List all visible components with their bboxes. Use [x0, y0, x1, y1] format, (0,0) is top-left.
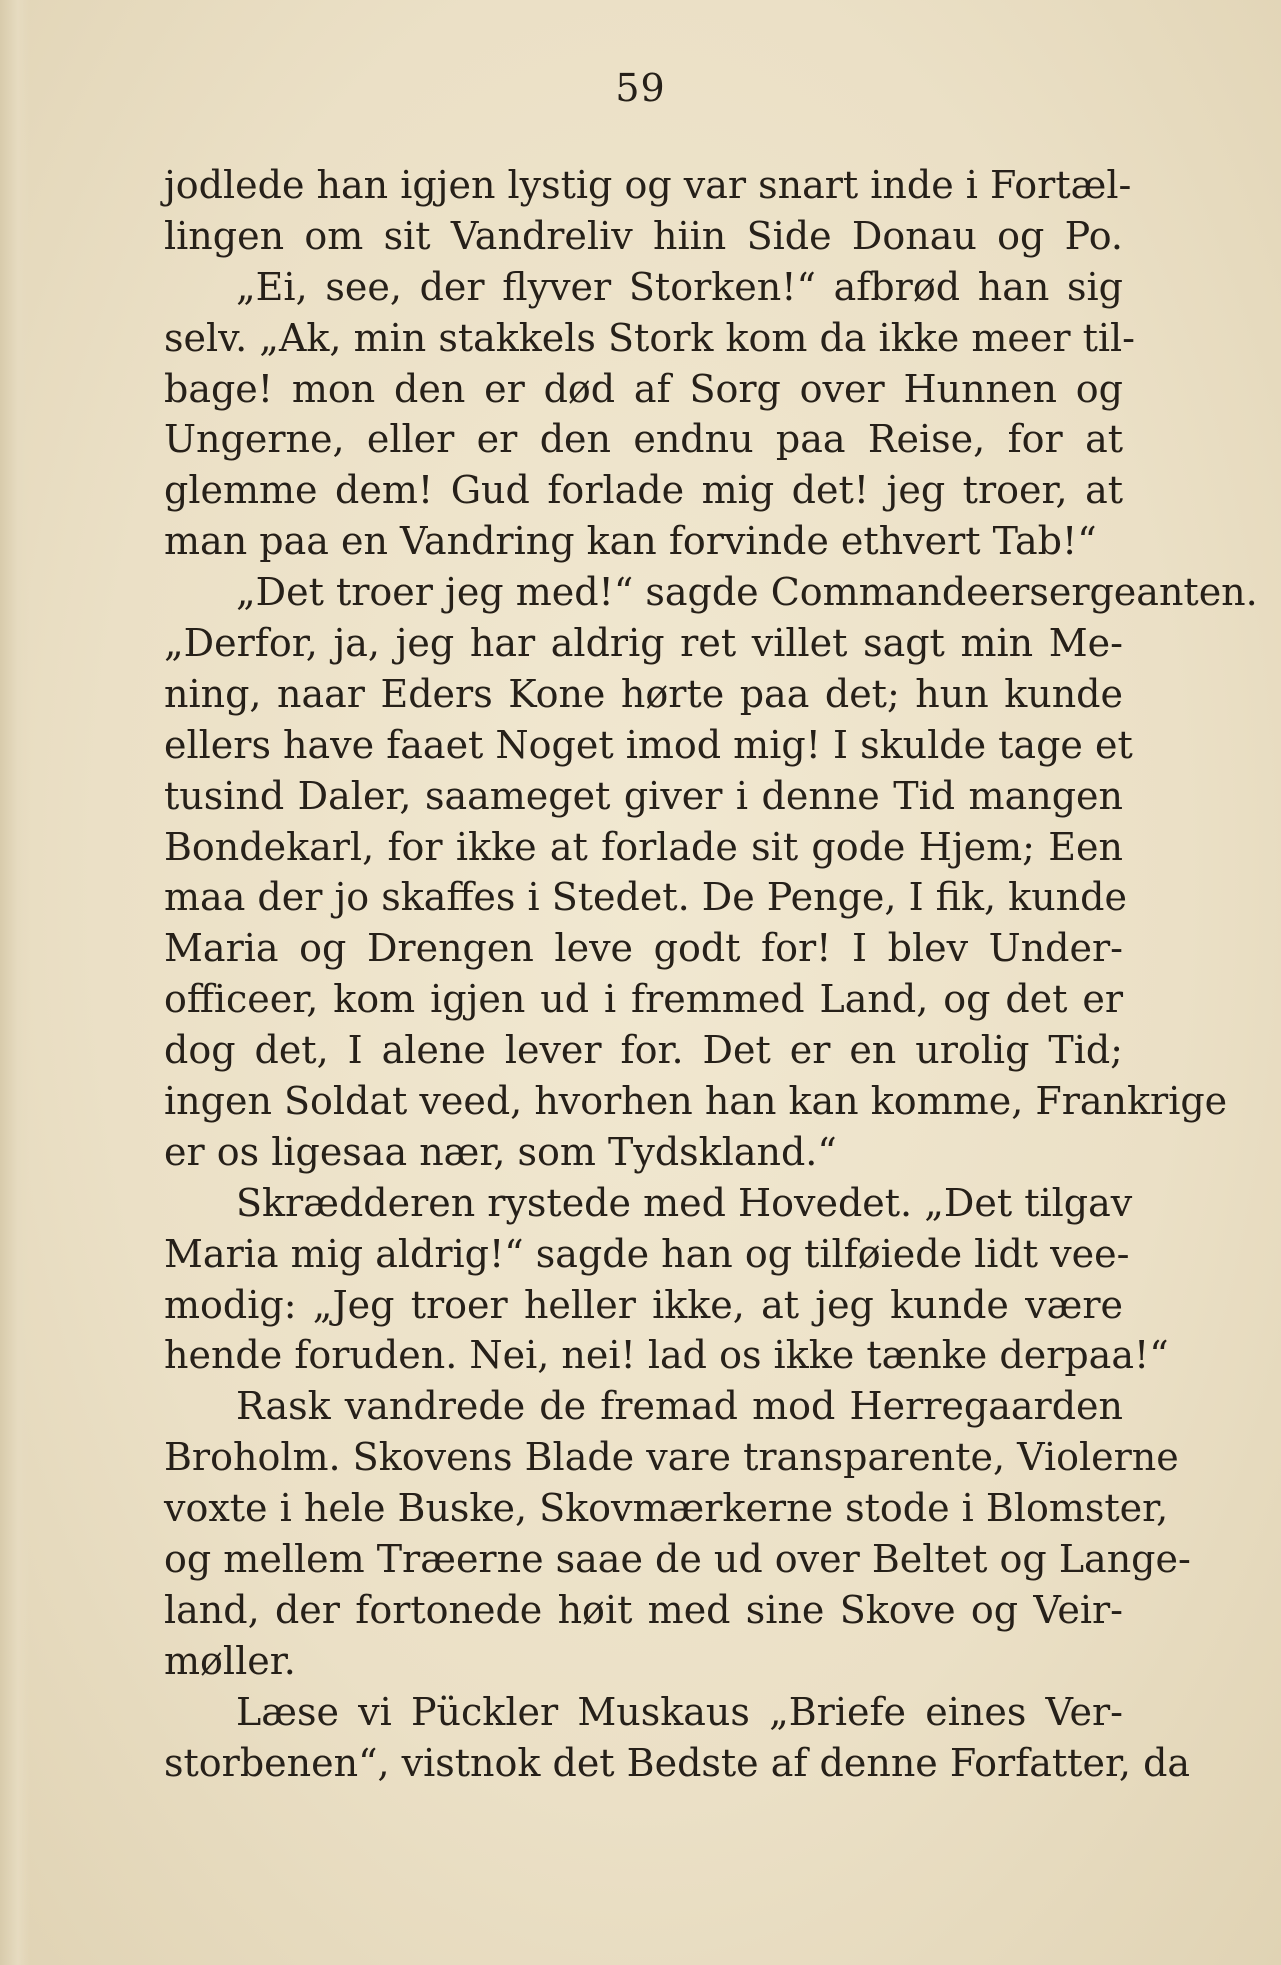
text-line: voxte i hele Buske, Skovmærkerne stode i Blomster,	[164, 1486, 1169, 1531]
text-line: og mellem Træerne saae de ud over Beltet og Lange-	[164, 1537, 1191, 1582]
body-text	[164, 160, 1258, 1789]
text-line: Ungerne, eller er den endnu paa Reise, for at	[164, 417, 1123, 462]
text-line: modig: „Jeg troer heller ikke, at jeg kunde være	[164, 1282, 1123, 1327]
text-line: lingen om sit Vandreliv hiin Side Donau og Po.	[164, 213, 1123, 258]
text-line: dog det, I alene lever for. Det er en urolig Tid;	[164, 1028, 1123, 1073]
text-line: er os ligesaa nær, som Tydskland.“	[164, 1129, 837, 1174]
text-line: Rask vandrede de fremad mod Herregaarden	[236, 1384, 1123, 1429]
text-line: land, der fortonede høit med sine Skove og Veir-	[164, 1587, 1123, 1632]
text-line: jodlede han igjen lystig og var snart inde i Fortæl-	[164, 163, 1132, 207]
text-line: glemme dem! Gud forlade mig det! jeg troer, at	[164, 468, 1123, 513]
text-line: Bondekarl, for ikke at forlade sit gode Hjem; Een	[164, 824, 1123, 869]
text-line: møller.	[164, 1638, 296, 1683]
text-line: Maria og Drengen leve godt for! I blev Under-	[164, 926, 1123, 971]
text-line: Broholm. Skovens Blade vare transparente, Violerne	[164, 1435, 1179, 1480]
text-line: Maria mig aldrig!“ sagde han og tilføiede lidt vee-	[164, 1231, 1130, 1276]
text-line: maa der jo skaffes i Stedet. De Penge, I fik, kunde	[164, 875, 1127, 920]
text-line: tusind Daler, saameget giver i denne Tid mangen	[164, 773, 1123, 818]
page-number: 59	[615, 66, 666, 110]
text-line: „Det troer jeg med!“ sagde Commandeersergeanten.	[236, 570, 1258, 615]
text-line: officeer, kom igjen ud i fremmed Land, og det er	[164, 977, 1123, 1022]
text-line: storbenen“, vistnok det Bedste af denne Forfatter, da	[164, 1740, 1191, 1785]
page-gutter-shadow	[0, 0, 30, 1965]
text-line: „Derfor, ja, jeg har aldrig ret villet sagt min Me-	[164, 621, 1123, 666]
text-line: selv. „Ak, min stakkels Stork kom da ikke meer til-	[164, 315, 1135, 360]
text-line: Skrædderen rystede med Hovedet. „Det tilgav	[236, 1180, 1133, 1225]
text-line: ellers have faaet Noget imod mig! I skulde tage et	[164, 722, 1133, 767]
text-line: ingen Soldat veed, hvorhen han kan komme, Frankrige	[164, 1079, 1228, 1124]
text-line: man paa en Vandring kan forvinde ethvert Tab!“	[164, 519, 1097, 564]
text-line: ning, naar Eders Kone hørte paa det; hun kunde	[164, 671, 1123, 716]
text-line: Læse vi Pückler Muskaus „Briefe eines Ver-	[236, 1689, 1123, 1734]
text-line: hende foruden. Nei, nei! lad os ikke tænke derpaa!“	[164, 1333, 1169, 1378]
text-line: „Ei, see, der flyver Storken!“ afbrød han sig	[236, 264, 1123, 309]
text-line: bage! mon den er død af Sorg over Hunnen og	[164, 366, 1123, 411]
